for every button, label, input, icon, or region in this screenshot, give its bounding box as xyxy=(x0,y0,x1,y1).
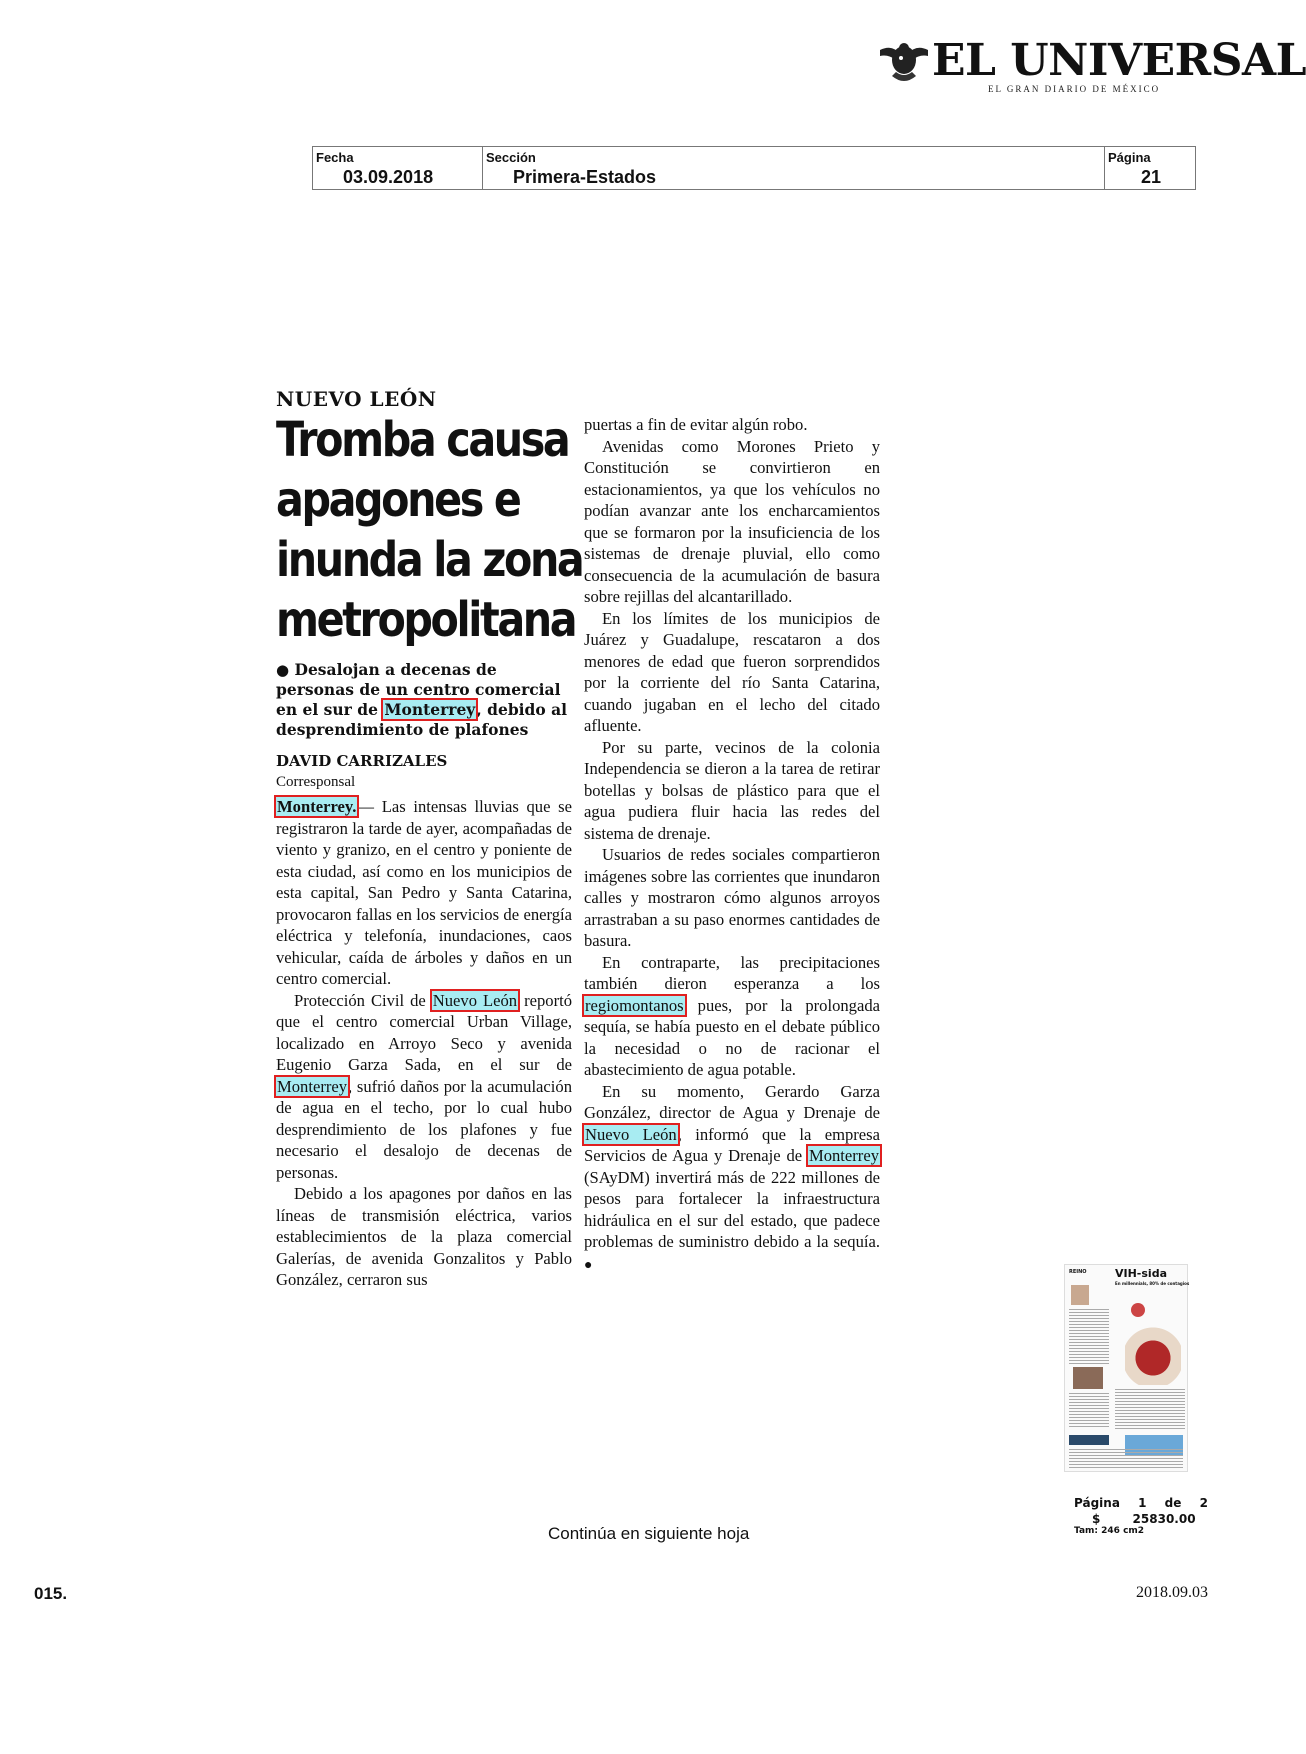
page-counter-of: de xyxy=(1164,1496,1182,1510)
thumbnail-text-block xyxy=(1069,1309,1109,1365)
section-value: Primera-Estados xyxy=(513,167,657,187)
thumbnail-photo xyxy=(1073,1367,1103,1389)
paragraph-text: Protección Civil de xyxy=(294,990,432,1010)
paragraph: Debido a los apagones por daños en las líneas de transmisión eléctrica, varios establecimientos de la plaza comercial Galerías, de avenida Gonzalitos y Pablo González, cerraron sus xyxy=(276,1184,572,1289)
thumbnail-icon xyxy=(1131,1303,1145,1317)
paragraph-text: En su momento, Gerardo Garza González, director de Agua y Drenaje de xyxy=(584,1081,880,1122)
footer-date: 2018.09.03 xyxy=(1136,1584,1208,1601)
eagle-emblem-icon xyxy=(878,38,930,86)
date-value: 03.09.2018 xyxy=(343,167,434,187)
article-summary xyxy=(276,660,572,740)
page-counter xyxy=(1074,1496,1208,1510)
paragraph: Por su parte, vecinos de la colonia Independencia se dieron a la tarea de retirar botellas y bolsas de plástico para que el agua pudiera fluir hacia las redes del sistema de drenaje. xyxy=(584,737,880,843)
paragraph xyxy=(584,952,880,1081)
page-counter-total: 2 xyxy=(1199,1496,1208,1510)
article-headline xyxy=(276,410,583,650)
end-mark-icon: ● xyxy=(584,1257,593,1273)
continue-notice: Continúa en siguiente hoja xyxy=(548,1524,750,1543)
thumbnail-photo xyxy=(1071,1285,1089,1305)
paragraph-text: , sufrió daños por la acumulación de agua en el techo, por lo cual hubo desprendimiento de los plafones y fue necesario el desalojo de decenas de personas. xyxy=(276,1076,572,1182)
masthead-tagline: EL GRAN DIARIO DE MÉXICO xyxy=(988,84,1161,94)
summary-text: , debido al desprendimiento de plafones xyxy=(276,700,568,739)
thumbnail-banner xyxy=(1069,1435,1109,1445)
thumbnail-section: REINO xyxy=(1069,1269,1087,1275)
paragraph-text: reportó que el centro comercial Urban Village, localizado en Arroyo Seco y avenida Eugenio Garza Sada, en el sur de xyxy=(276,990,573,1074)
paragraph xyxy=(276,990,572,1184)
highlight-term: Monterrey. xyxy=(277,797,357,816)
paragraph xyxy=(584,1081,880,1277)
headline-line: inunda la zona xyxy=(276,532,583,588)
article-column-1 xyxy=(276,796,572,1291)
headline-line: metropolitana xyxy=(276,592,576,648)
size-info: Tam: 246 cm2 xyxy=(1074,1526,1145,1536)
page-counter-label: Página xyxy=(1074,1496,1120,1510)
price-row xyxy=(1092,1512,1196,1526)
page-cell xyxy=(1105,147,1195,189)
page-thumbnail[interactable] xyxy=(1064,1264,1188,1472)
byline-role: Corresponsal xyxy=(276,774,356,790)
paragraph-text: , informó que la empresa Servicios de Agua y Drenaje de xyxy=(584,1124,880,1165)
highlight-term: Nuevo León xyxy=(432,990,518,1010)
summary-text: Desalojan a decenas de personas de un centro comercial en el sur de xyxy=(276,660,561,719)
thumbnail-text-block xyxy=(1069,1393,1109,1429)
page-counter-current: 1 xyxy=(1138,1496,1147,1510)
paragraph xyxy=(276,796,572,990)
thumbnail-text-block xyxy=(1115,1389,1185,1431)
headline-line: apagones e xyxy=(276,472,520,528)
paragraph: Avenidas como Morones Prieto y Constitución se convirtieron en estacionamientos, ya que los vehículos no podían avanzar ante los encharcamientos que se formaron por la insuficiencia de los sistemas de drenaje pluvial, ello como consecuencia de la acumulación de basura sobre rejillas del alcantarillado. xyxy=(584,436,880,606)
section-cell xyxy=(483,147,1105,189)
paragraph: En los límites de los municipios de Juárez y Guadalupe, rescataron a dos menores de edad que fueron sorprendidos por la corriente del río Santa Catarina, cuando jugaban en el lecho del citado afluente. xyxy=(584,608,880,735)
page-label: Página xyxy=(1108,150,1151,165)
highlight-term: Monterrey xyxy=(808,1146,879,1165)
currency-symbol: $ xyxy=(1092,1512,1101,1526)
paragraph-text: pues, por la prolongada sequía, se había puesto en el debate público la necesidad o no de racionar el abastecimiento de agua potable. xyxy=(584,995,880,1079)
byline: DAVID CARRIZALES xyxy=(276,752,448,770)
page-value: 21 xyxy=(1141,167,1162,187)
article-column-2 xyxy=(584,414,880,1276)
masthead xyxy=(878,35,1306,96)
metadata-table xyxy=(312,146,1196,190)
masthead-brand: EL UNIVERSAL xyxy=(932,35,1306,86)
thumbnail-subtitle: En millennials, 80% de contagios xyxy=(1115,1281,1190,1286)
section-label: Sección xyxy=(486,150,536,165)
paragraph-text: (SAyDM) invertirá más de 222 millones de pesos para fortalecer la infraestructura hidráulica en el sur del estado, que padece problemas de suministro debido a la sequía. xyxy=(584,1167,880,1251)
article-kicker: NUEVO LEÓN xyxy=(276,387,437,411)
paragraph-text: En contraparte, las precipitaciones también dieron esperanza a los xyxy=(584,952,880,993)
headline-line: Tromba causa xyxy=(276,412,569,468)
thumbnail-title: VIH-sida xyxy=(1115,1267,1167,1280)
date-label: Fecha xyxy=(316,150,354,165)
highlight-term: Monterrey xyxy=(384,700,476,719)
paragraph: puertas a fin de evitar algún robo. xyxy=(584,415,808,434)
thumbnail-illustration xyxy=(1125,1325,1181,1385)
paragraph-text: — Las intensas lluvias que se registraron la tarde de ayer, acompañadas de viento y granizo, en el centro y poniente de esta ciudad, así como en los municipios de esta capital, San Pedro y Santa Catarina, provocaron fallas en los servicios de energía eléctrica y telefonía, inundaciones, caos vehicular, caída de árboles y daños en un centro comercial. xyxy=(276,797,572,988)
paragraph: Usuarios de redes sociales compartieron imágenes sobre las corrientes que inundaron calles y mostraron cómo algunos arroyos arrastraban a su paso enormes cantidades de basura. xyxy=(584,845,880,950)
price-value: 25830.00 xyxy=(1132,1512,1196,1526)
highlight-term: regiomontanos xyxy=(585,995,684,1015)
highlight-term: Monterrey xyxy=(277,1076,348,1096)
document-code: 015. xyxy=(34,1584,68,1603)
bullet-icon: ● xyxy=(276,661,290,679)
date-cell xyxy=(313,147,483,189)
highlight-term: Nuevo León xyxy=(585,1124,677,1144)
thumbnail-text-block xyxy=(1069,1449,1183,1469)
